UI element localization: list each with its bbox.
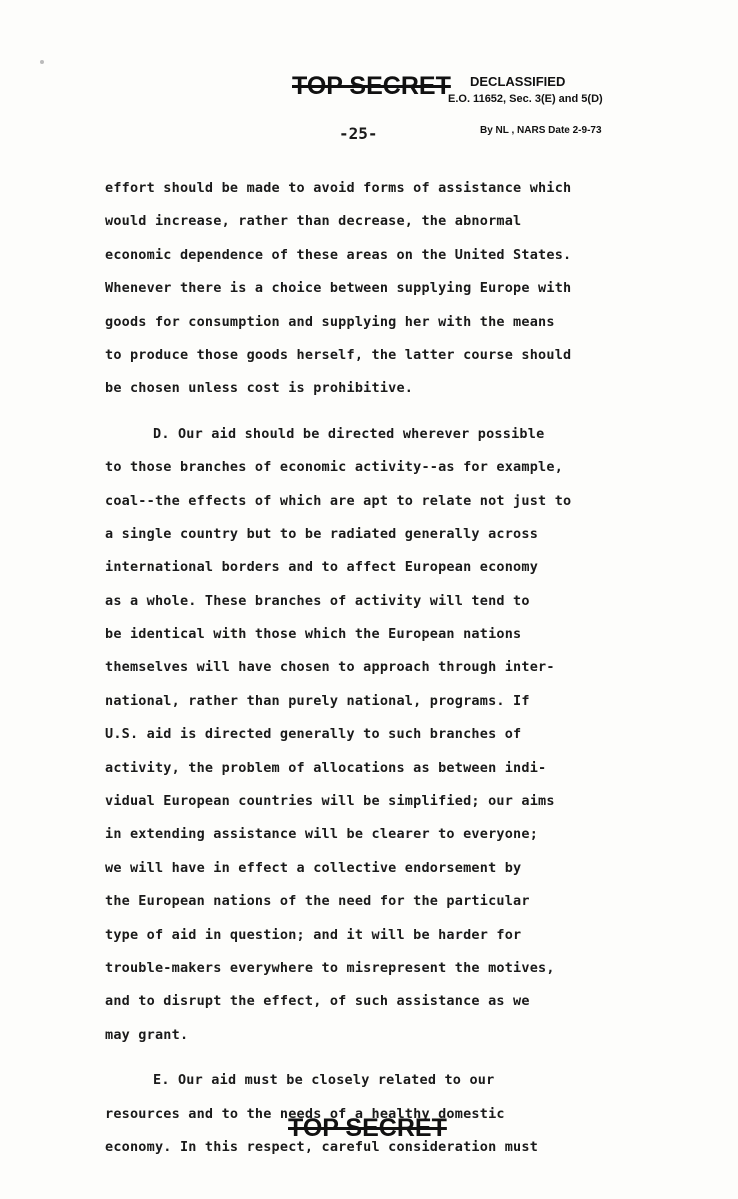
text-line: as a whole. These branches of activity will tend to	[105, 592, 530, 609]
text-line: may grant.	[105, 1026, 189, 1043]
text-line: vidual European countries will be simplified; our aims	[105, 793, 555, 810]
text-line: trouble-makers everywhere to misrepresent the motives,	[105, 959, 555, 976]
text-line: Whenever there is a choice between supplying Europe with	[105, 280, 572, 297]
text-line: type of aid in question; and it will be harder for	[105, 926, 522, 943]
text-line: themselves will have chosen to approach through inter-	[105, 659, 555, 676]
page-number: -25-	[339, 124, 378, 143]
text-line: effort should be made to avoid forms of assistance which	[105, 180, 572, 196]
text-line: in extending assistance will be clearer to everyone;	[105, 826, 539, 843]
text-line: coal--the effects of which are apt to relate not just to	[105, 492, 572, 509]
text-line: economic dependence of these areas on the United States.	[105, 246, 572, 263]
classification-stamp-bottom: TOP SECRET	[288, 1114, 447, 1142]
text-line: goods for consumption and supplying her with the means	[105, 313, 555, 330]
body-text	[105, 172, 665, 1164]
text-line: and to disrupt the effect, of such assistance as we	[105, 993, 530, 1010]
text-line: would increase, rather than decrease, the abnormal	[105, 213, 522, 230]
text-line: to those branches of economic activity--as for example,	[105, 459, 564, 476]
text-line: a single country but to be radiated generally across	[105, 525, 539, 542]
declassified-signed: By NL , NARS Date 2-9-73	[480, 125, 602, 136]
text-line: U.S. aid is directed generally to such branches of	[105, 726, 522, 743]
text-line: the European nations of the need for the particular	[105, 893, 530, 910]
text-line: be identical with those which the European nations	[105, 626, 522, 643]
declassified-authority: E.O. 11652, Sec. 3(E) and 5(D)	[448, 93, 603, 105]
text-line: be chosen unless cost is prohibitive.	[105, 380, 414, 397]
text-line: resources and to the needs of a healthy domestic	[105, 1105, 505, 1122]
text-line: international borders and to affect European economy	[105, 559, 539, 576]
declassified-title: DECLASSIFIED	[470, 74, 566, 89]
paragraph-d-first-line: D. Our aid should be directed wherever possible	[153, 425, 545, 442]
paragraph-e-first-line: E. Our aid must be closely related to our	[153, 1072, 495, 1089]
classification-stamp-top: TOP SECRET	[292, 72, 451, 100]
text-line: economy. In this respect, careful consideration must	[105, 1138, 539, 1155]
text-line: national, rather than purely national, programs. If	[105, 692, 530, 709]
text-line: activity, the problem of allocations as between indi-	[105, 759, 547, 776]
text-line: to produce those goods herself, the latter course should	[105, 346, 572, 363]
paper-speck	[40, 60, 44, 64]
text-line: we will have in effect a collective endorsement by	[105, 859, 522, 876]
declassified-stamp	[448, 74, 648, 136]
